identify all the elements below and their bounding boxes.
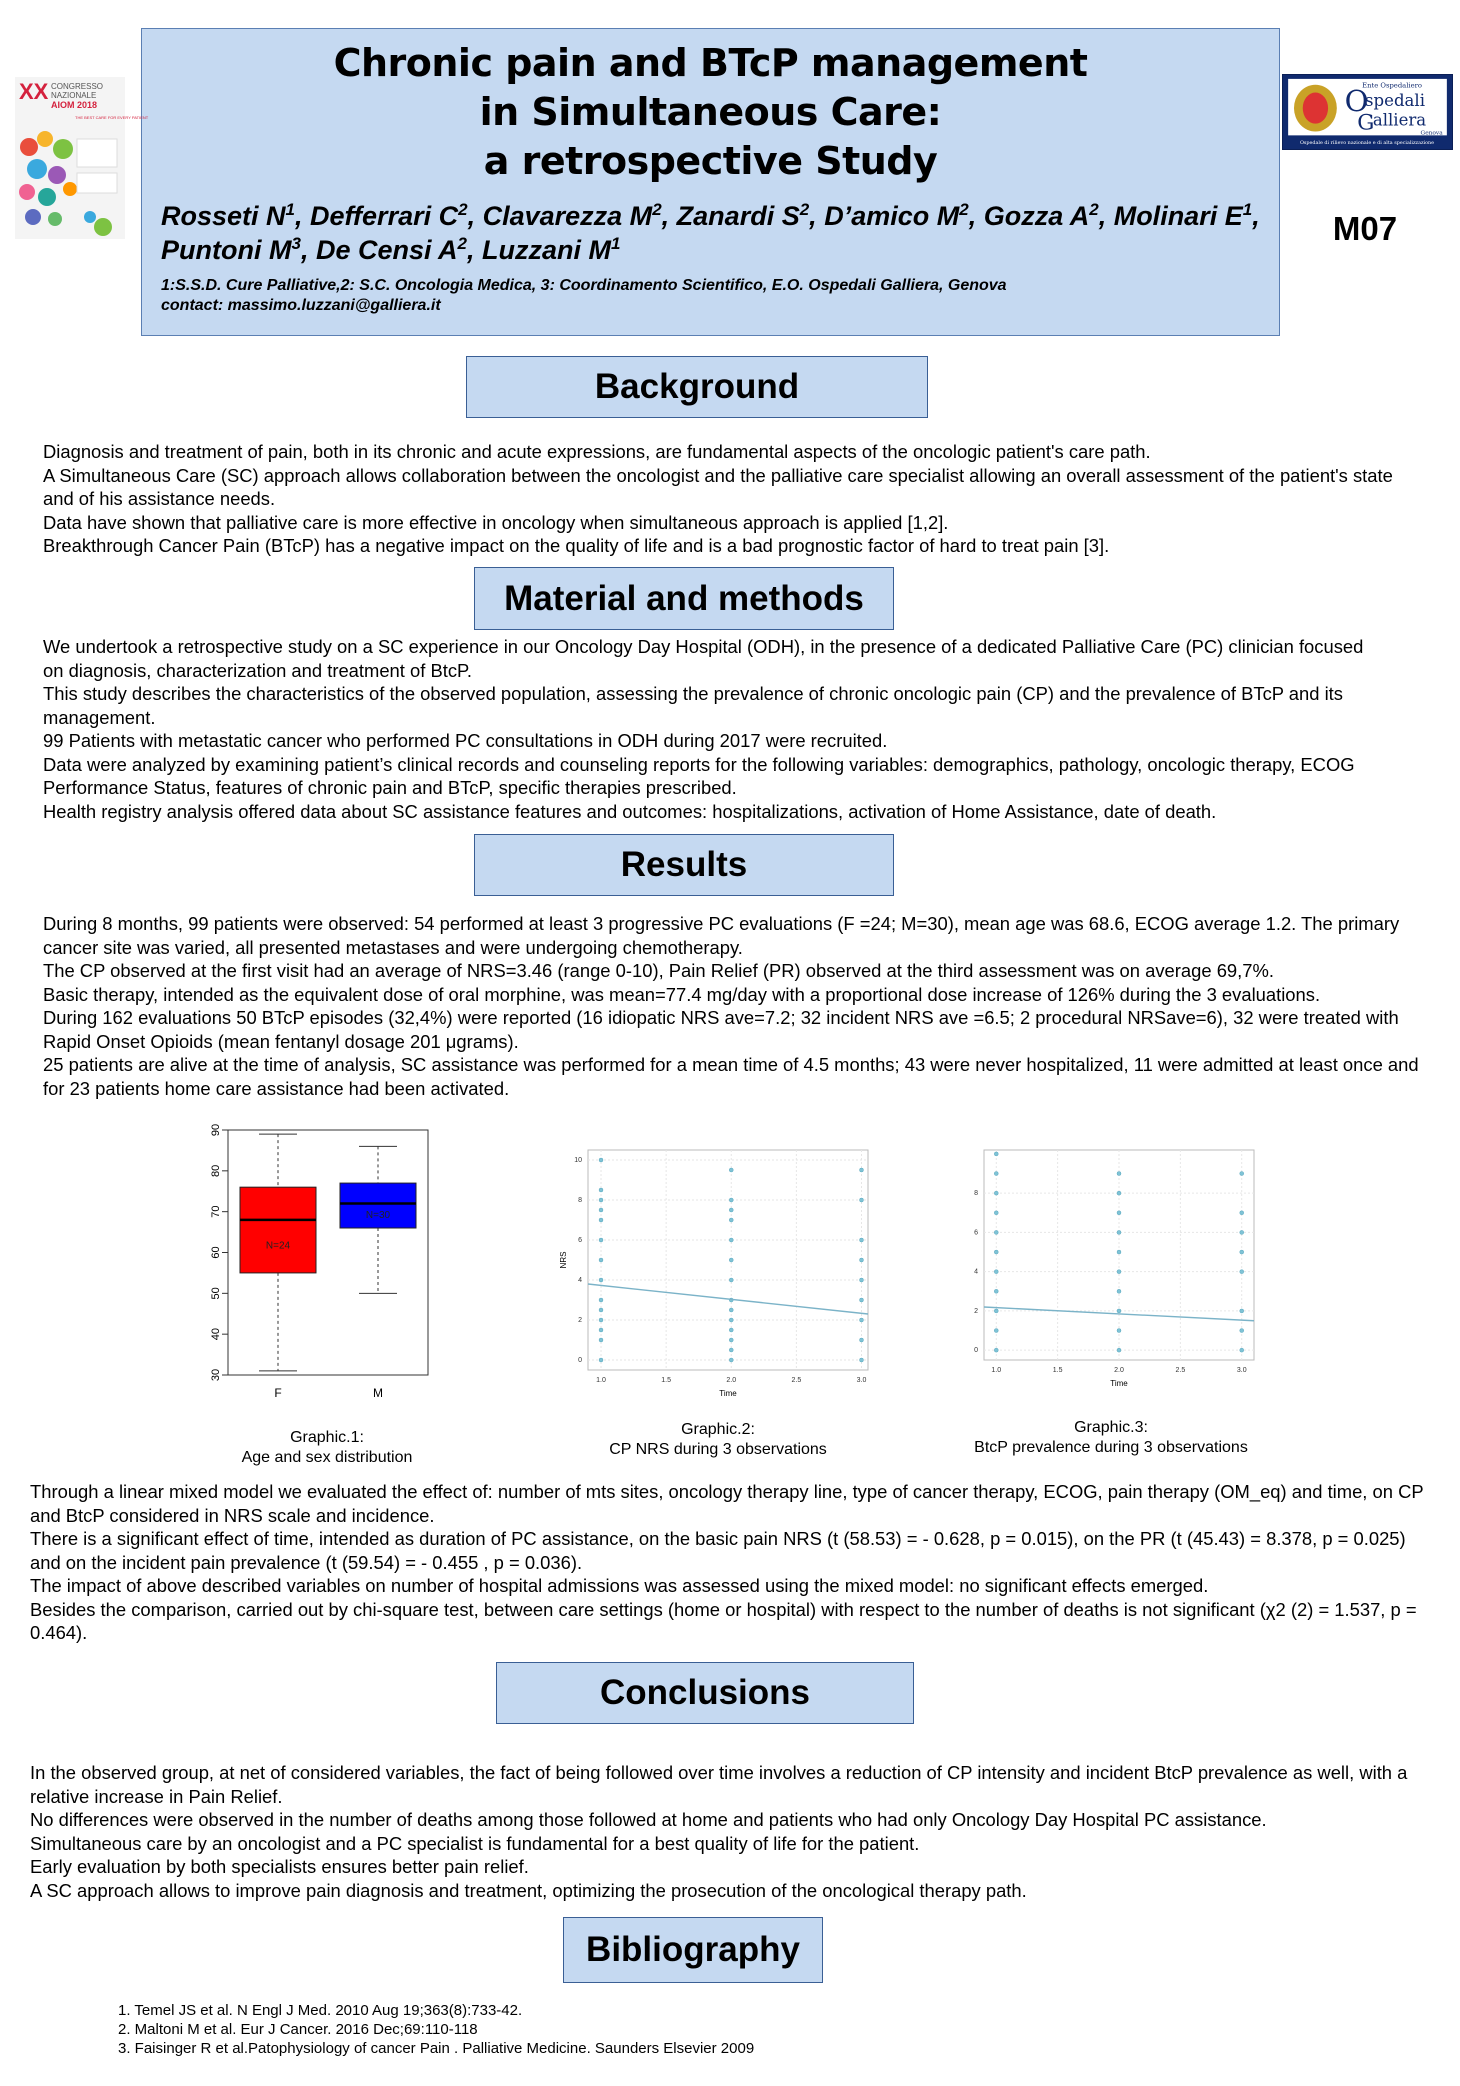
- hospital-logo-letter: O: [1344, 84, 1369, 119]
- paragraph: Through a linear mixed model we evaluated the effect of: number of mts sites, oncology therapy line, type of cancer therapy, ECOG, pain therapy (OM_eq) and time, on CP and BtcP considered in NRS scale and incidence.: [30, 1481, 1424, 1526]
- hospital-logo-text: Ospedale di rilievo nazionale e di alta specializzazione: [1299, 140, 1435, 147]
- plot-frame: [588, 1150, 868, 1370]
- chart-caption: [588, 1420, 848, 1460]
- y-tick-label: 70: [209, 1205, 222, 1218]
- paragraph: Breakthrough Cancer Pain (BTcP) has a negative impact on the quality of life and is a bad prognostic factor of hard to treat pain [3].: [43, 535, 1110, 556]
- data-point: [599, 1158, 603, 1162]
- title-line: Chronic pain and BTcP management: [333, 41, 1088, 85]
- hospital-logo-text: spedali: [1365, 91, 1425, 111]
- paragraph: 25 patients are alive at the time of analysis, SC assistance was performed for a mean time of 4.5 months; 43 were never hospitalized, 11 were admitted at least once and for 23 patients home care assistance had been activated.: [43, 1054, 1419, 1099]
- author-name: De Censi A: [315, 235, 458, 265]
- results-analysis-text: [30, 1480, 1430, 1645]
- data-point: [599, 1258, 603, 1262]
- data-point: [1240, 1211, 1244, 1215]
- data-point: [994, 1230, 998, 1234]
- paragraph: We undertook a retrospective study on a SC experience in our Oncology Day Hospital (ODH), in the presence of a dedicated Palliative Care (PC) clinician focused on diagnosis, characterization and treatment of BtcP.: [43, 636, 1364, 681]
- paragraph: Diagnosis and treatment of pain, both in its chronic and acute expressions, are fundamental aspects of the oncologic patient's care path.: [43, 441, 1151, 462]
- y-tick-label: 4: [578, 1277, 582, 1284]
- data-point: [859, 1168, 863, 1172]
- x-tick-label: 1.0: [991, 1367, 1002, 1374]
- conference-logo-text: THE BEST CARE FOR EVERY PATIENT: [75, 115, 149, 120]
- data-point: [1240, 1329, 1244, 1333]
- caption-line: Age and sex distribution: [241, 1449, 413, 1466]
- data-point: [599, 1358, 603, 1362]
- data-point: [599, 1188, 603, 1192]
- data-point: [859, 1238, 863, 1242]
- y-tick-label: 6: [578, 1237, 582, 1244]
- section-heading-conclusions: Conclusions: [496, 1662, 914, 1724]
- paragraph: A SC approach allows to improve pain diagnosis and treatment, optimizing the prosecution of the oncological therapy path.: [30, 1879, 1027, 1901]
- x-tick-label: 1.5: [661, 1377, 672, 1384]
- data-point: [599, 1208, 603, 1212]
- data-point: [1240, 1172, 1244, 1176]
- reference-item: 3. Faisinger R et al.Patophysiology of cancer Pain . Palliative Medicine. Saunders Elsevier 2009: [118, 2040, 755, 2057]
- data-point: [1117, 1230, 1121, 1234]
- author-name: Gozza A: [983, 201, 1090, 231]
- data-point: [599, 1238, 603, 1242]
- x-tick-label: M: [373, 1386, 383, 1400]
- paragraph: Besides the comparison, carried out by chi-square test, between care settings (home or hospital) with respect to the number of deaths is not significant (χ2 (2) = 1.537, p = 0.464).: [30, 1598, 1417, 1643]
- y-tick-label: 0: [578, 1357, 582, 1364]
- data-point: [859, 1198, 863, 1202]
- conference-logo-text: NAZIONALE: [51, 91, 97, 100]
- section-heading-bibliography: Bibliography: [563, 1917, 823, 1983]
- paragraph: During 162 evaluations 50 BTcP episodes (32,4%) were reported (16 idiopatic NRS ave=7.2; 32 incident NRS ave =6.5; 2 procedural NRSave=6), 32 were treated with Rapid Onset Opioids (mean fentanyl dosage 201 μgrams).: [43, 1007, 1399, 1052]
- data-point: [599, 1308, 603, 1312]
- poster-title: [142, 39, 1279, 186]
- chart-btcp-scatter: [962, 1140, 1272, 1400]
- paragraph: No differences were observed in the number of deaths among those followed at home and patients who had only Oncology Day Hospital PC assistance.: [30, 1809, 1267, 1830]
- x-tick-label: 1.0: [596, 1377, 606, 1384]
- data-point: [729, 1168, 733, 1172]
- data-point: [729, 1308, 733, 1312]
- affiliations: [161, 276, 1007, 316]
- caption-line: CP NRS during 3 observations: [609, 1441, 827, 1458]
- conclusions-text: [30, 1761, 1410, 1902]
- y-tick-label: 8: [578, 1197, 582, 1204]
- y-tick-label: 8: [974, 1190, 978, 1198]
- x-tick-label: 1.5: [1052, 1367, 1063, 1374]
- data-point: [729, 1338, 733, 1342]
- author-name: Rosseti N: [161, 201, 286, 231]
- paragraph: Data have shown that palliative care is more effective in oncology when simultaneous approach is applied [1,2].: [43, 511, 949, 533]
- data-point: [994, 1329, 998, 1333]
- data-point: [599, 1218, 603, 1222]
- data-point: [859, 1298, 863, 1302]
- y-tick-label: 10: [574, 1157, 582, 1164]
- affiliation-text: 1:S.S.D. Cure Palliative,2: S.C. Oncologia Medica, 3: Coordinamento Scientifico, E.O. Ospedali Galliera, Genova: [161, 277, 1007, 294]
- reference-item: 1. Temel JS et al. N Engl J Med. 2010 Aug 19;363(8):733-42.: [118, 2002, 523, 2019]
- section-heading-results: Results: [474, 834, 894, 896]
- author-name: Zanardi S: [676, 201, 800, 231]
- data-point: [729, 1278, 733, 1282]
- paragraph: Health registry analysis offered data about SC assistance features and outcomes: hospitalizations, activation of Home Assistance, date of death.: [43, 800, 1217, 822]
- data-point: [1117, 1348, 1121, 1352]
- data-point: [994, 1172, 998, 1176]
- data-point: [1240, 1250, 1244, 1254]
- author-affiliation-number: 1: [1242, 200, 1253, 219]
- data-point: [1117, 1191, 1121, 1195]
- conference-logo-text: CONGRESSO: [51, 82, 104, 91]
- y-tick-label: 2: [578, 1317, 582, 1324]
- paragraph: Early evaluation by both specialists ensures better pain relief.: [30, 1856, 529, 1877]
- conference-logo-text: XX: [19, 79, 49, 104]
- data-point: [994, 1191, 998, 1195]
- author-affiliation-number: 2: [457, 234, 467, 253]
- data-point: [599, 1298, 603, 1302]
- paragraph: In the observed group, at net of considered variables, the fact of being followed over time involves a reduction of CP intensity and incident BtcP prevalence as well, with a relative increase in Pain Relief.: [30, 1762, 1408, 1807]
- title-banner: [141, 28, 1280, 336]
- y-tick-label: 80: [209, 1164, 222, 1177]
- x-tick-label: F: [274, 1386, 282, 1400]
- paragraph: This study describes the characteristics of the observed population, assessing the prevalence of chronic oncologic pain (CP) and the prevalence of BTcP and its management.: [43, 683, 1343, 728]
- paragraph: Data were analyzed by examining patient’s clinical records and counseling reports for the following variables: demographics, pathology, oncologic therapy, ECOG Performance Status, features of chronic pain and BTcP, specific therapies prescribed.: [43, 753, 1355, 798]
- author-affiliation-number: 3: [291, 234, 301, 253]
- data-point: [994, 1309, 998, 1313]
- x-tick-label: 2.5: [791, 1377, 802, 1384]
- data-point: [1117, 1270, 1121, 1274]
- data-point: [729, 1258, 733, 1262]
- x-tick-label: 2.5: [1175, 1367, 1186, 1374]
- section-heading-background: Background: [466, 356, 928, 418]
- box-M: [340, 1183, 416, 1228]
- y-tick-label: 0: [974, 1347, 978, 1355]
- background-text: [43, 440, 1423, 558]
- data-point: [994, 1152, 998, 1156]
- data-point: [1117, 1309, 1121, 1313]
- caption-line: BtcP prevalence during 3 observations: [974, 1439, 1248, 1456]
- data-point: [729, 1208, 733, 1212]
- data-point: [599, 1328, 603, 1332]
- y-tick-label: 90: [209, 1123, 222, 1137]
- data-point: [1240, 1309, 1244, 1313]
- author-name: Molinari E: [1113, 201, 1243, 231]
- chart-caption: [961, 1418, 1261, 1458]
- bibliography-list: [118, 2001, 754, 2058]
- x-axis-label: Time: [1110, 1379, 1128, 1388]
- data-point: [1240, 1348, 1244, 1352]
- y-tick-label: 2: [974, 1307, 978, 1315]
- title-line: in Simultaneous Care:: [479, 90, 942, 134]
- data-point: [859, 1278, 863, 1282]
- results-text: [43, 912, 1428, 1100]
- data-point: [1117, 1289, 1121, 1293]
- author-affiliation-number: 2: [1089, 200, 1099, 219]
- data-point: [1240, 1230, 1244, 1234]
- author-name: Luzzani M: [481, 235, 611, 265]
- reference-item: 2. Maltoni M et al. Eur J Cancer. 2016 Dec;69:110-118: [118, 2021, 478, 2038]
- data-point: [859, 1318, 863, 1322]
- y-tick-label: 50: [209, 1287, 222, 1300]
- author-affiliation-number: 2: [959, 200, 969, 219]
- data-point: [1117, 1172, 1121, 1176]
- x-tick-label: 2.0: [1114, 1367, 1124, 1374]
- paragraph: The CP observed at the first visit had an average of NRS=3.46 (range 0-10), Pain Relief (PR) observed at the third assessment was on average 69,7%.: [43, 960, 1274, 981]
- data-point: [1117, 1211, 1121, 1215]
- chart-caption: [202, 1428, 452, 1468]
- data-point: [599, 1338, 603, 1342]
- data-point: [729, 1198, 733, 1202]
- x-tick-label: 3.0: [1236, 1367, 1247, 1374]
- poster-code: M07: [1332, 210, 1398, 247]
- box-F: [240, 1187, 316, 1273]
- hospital-logo: [1282, 74, 1453, 150]
- hospital-logo-letter: G: [1357, 110, 1375, 136]
- data-point: [994, 1348, 998, 1352]
- y-tick-label: 6: [974, 1229, 978, 1237]
- caption-line: Graphic.2:: [681, 1421, 755, 1438]
- author-name: Puntoni M: [161, 235, 292, 265]
- data-point: [859, 1358, 863, 1362]
- hospital-logo-text: Ente Ospedaliero: [1362, 81, 1422, 90]
- paragraph: A Simultaneous Care (SC) approach allows collaboration between the oncologist and the palliative care specialist allowing an overall assessment of the patient's state and of his assistance needs.: [43, 464, 1393, 509]
- paragraph: Simultaneous care by an oncologist and a PC specialist is fundamental for a best quality of life for the patient.: [30, 1832, 920, 1854]
- paragraph: 99 Patients with metastatic cancer who performed PC consultations in ODH during 2017 were recruited.: [43, 730, 888, 751]
- author-name: Defferrari C: [310, 201, 459, 231]
- y-axis-label: NRS: [559, 1251, 568, 1269]
- data-point: [994, 1270, 998, 1274]
- paragraph: During 8 months, 99 patients were observed: 54 performed at least 3 progressive PC evaluations (F =24; M=30), mean age was 68.6, ECOG average 1.2. The primary cancer site was varied, all presented metastases and were undergoing chemotherapy.: [43, 913, 1400, 958]
- data-point: [1240, 1270, 1244, 1274]
- paragraph: There is a significant effect of time, intended as duration of PC assistance, on the basic pain NRS (t (58.53) = - 0.628, p = 0.015), on the PR (t (45.43) = 8.378, p = 0.025) and on the incident pain prevalence (t (59.54) = - 0.455 , p = 0.036).: [30, 1528, 1406, 1573]
- data-point: [859, 1338, 863, 1342]
- contact-text: contact: massimo.luzzani@galliera.it: [161, 297, 441, 314]
- conference-logo: [15, 77, 149, 239]
- data-point: [729, 1238, 733, 1242]
- x-tick-label: 3.0: [856, 1377, 867, 1384]
- box-count-label: N=30: [365, 1209, 391, 1221]
- data-point: [729, 1358, 733, 1362]
- data-point: [729, 1318, 733, 1322]
- x-axis-label: Time: [719, 1389, 737, 1398]
- author-name: D’amico M: [824, 201, 960, 231]
- data-point: [1117, 1329, 1121, 1333]
- chart-age-sex-boxplot: [190, 1118, 450, 1418]
- author-affiliation-number: 1: [285, 200, 296, 219]
- chart-cp-nrs-scatter: [548, 1140, 888, 1410]
- section-heading-methods: Material and methods: [474, 567, 894, 630]
- caption-line: Graphic.3:: [1074, 1419, 1148, 1436]
- author-affiliation-number: 2: [458, 200, 468, 219]
- title-line: a retrospective Study: [483, 139, 938, 183]
- data-point: [729, 1348, 733, 1352]
- author-affiliation-number: 2: [799, 200, 810, 219]
- paragraph: Basic therapy, intended as the equivalent dose of oral morphine, was mean=77.4 mg/day with a proportional dose increase of 126% during the 3 evaluations.: [43, 983, 1321, 1005]
- data-point: [729, 1328, 733, 1332]
- author-affiliation-number: 2: [652, 200, 662, 219]
- author-list: Rosseti $N^1$, Defferrari $C^2$, Clavarezza $M^2$, Zanardi $S^2$, D’amico $M^2$, Gozza $A^2$, Molinari $E^1$, Puntoni $M^3$, De Censi $A^2$, Luzzani $M^1$: [161, 200, 1260, 265]
- author-name: Clavarezza M: [482, 201, 653, 231]
- y-tick-label: 40: [209, 1328, 222, 1341]
- x-tick-label: 2.0: [726, 1377, 737, 1384]
- data-point: [599, 1318, 603, 1322]
- data-point: [729, 1218, 733, 1222]
- data-point: [994, 1289, 998, 1293]
- caption-line: Graphic.1:: [290, 1429, 364, 1446]
- data-point: [994, 1211, 998, 1215]
- author-affiliation-number: 1: [610, 234, 621, 253]
- conference-logo-text: AIOM 2018: [51, 100, 98, 110]
- hospital-logo-text: Genova: [1420, 130, 1443, 137]
- data-point: [599, 1198, 603, 1202]
- box-count-label: N=24: [265, 1240, 291, 1252]
- data-point: [994, 1250, 998, 1254]
- data-point: [599, 1278, 603, 1282]
- hospital-logo-text: alliera: [1372, 110, 1427, 130]
- paragraph: The impact of above described variables on number of hospital admissions was assessed using the mixed model: no significant effects emerged.: [30, 1575, 1209, 1596]
- data-point: [1117, 1250, 1121, 1254]
- y-tick-label: 30: [209, 1368, 222, 1382]
- data-point: [859, 1258, 863, 1262]
- y-tick-label: 60: [209, 1246, 222, 1259]
- y-tick-label: 4: [974, 1268, 978, 1276]
- methods-text: [43, 635, 1383, 823]
